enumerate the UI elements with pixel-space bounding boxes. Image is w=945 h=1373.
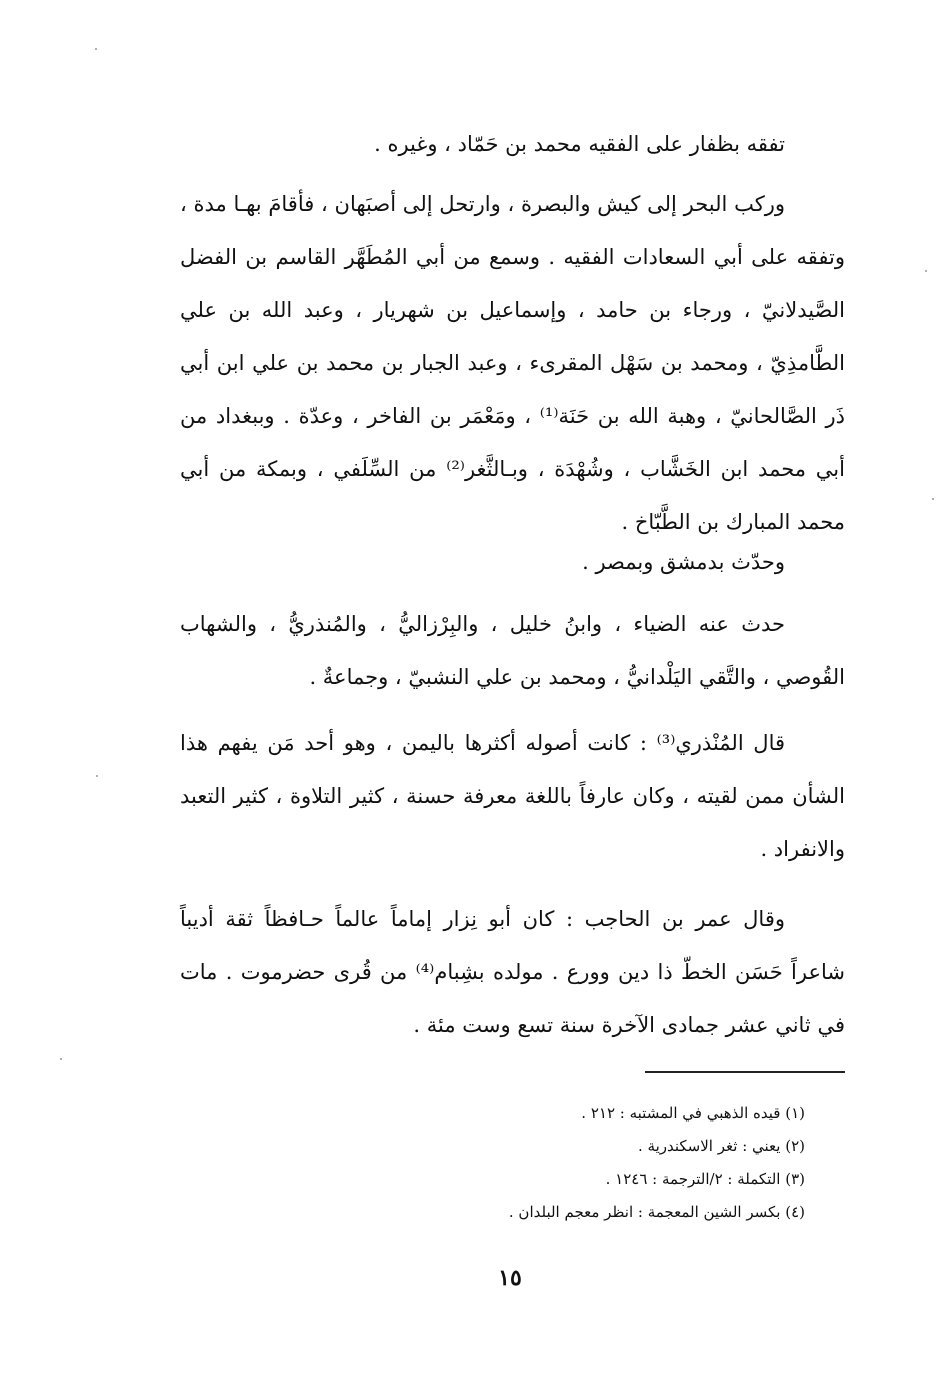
footnote-1: (١) قيده الذهبي في المشتبه : ٢١٢ . — [581, 1104, 805, 1122]
paragraph-4-text: حدث عنه الضياء ، وابنُ خليل ، والبِرْزاليُّ ، والمُنذريُّ ، والشهاب القُوصي ، والتَّقي اليَلْدانيُّ ، ومحمد بن علي النشبيّ ، وجماعةٌ . — [180, 612, 845, 689]
scan-speck — [932, 498, 934, 500]
footnote-3: (٣) التكملة : ٢/الترجمة : ١٢٤٦ . — [605, 1170, 805, 1188]
footnote-2: (٢) يعني : ثغر الاسكندرية . — [638, 1137, 805, 1155]
page-number: ١٥ — [498, 1265, 522, 1291]
scan-speck — [96, 775, 98, 777]
paragraph-2-text: وركب البحر إلى كيش والبصرة ، وارتحل إلى أصبَهان ، فأقامَ بهـا مدة ، وتفقه على أبي السعادات الفقيه . وسمع من أبي المُطَهَّر القاسم بن الفضل الصَّيدلانيّ ، ورجاء بن حامد ، وإسماعيل بن شهريار ، وعبد الله بن علي الطَّامذِيّ ، ومحمد بن سَهْل المقرىء ، وعبد الجبار بن محمد بن علي ابن أبي ذَر الصَّالحانيّ ، وهبة الله بن حَنَة⁽¹⁾ ، ومَعْمَر بن الفاخر ، وعدّة . وببغداد من أبي محمد ابن الخَشَّاب ، وشُهْدَة ، وبـالثَّغر⁽²⁾ من السِّلَفي ، وبمكة من أبي محمد المبارك بن الطَّبّاخ . — [180, 192, 845, 534]
paragraph-3-text: وحدّث بدمشق وبمصر . — [582, 550, 785, 574]
paragraph-1-text: تفقه بظفار على الفقيه محمد بن حَمّاد ، وغيره . — [374, 132, 785, 156]
paragraph-4 — [180, 598, 845, 704]
paragraph-6-text: وقال عمر بن الحاجب : كان أبو نِزار إماماً عالماً حـافظاً ثقة أديباً شاعراً حَسَن الخطّ ذا دين وورع . مولده بشِبام⁽⁴⁾ من قُرى حضرموت . مات في ثاني عشر جمادى الآخرة سنة تسع وست مئة . — [180, 907, 846, 1037]
paragraph-6 — [180, 893, 845, 1052]
paragraph-2 — [180, 178, 845, 549]
footnotes — [300, 1097, 805, 1229]
scan-speck — [95, 48, 97, 50]
footnote-separator — [645, 1071, 845, 1073]
paragraph-3 — [180, 536, 845, 589]
footnote-4: (٤) بكسر الشين المعجمة : انظر معجم البلدان . — [508, 1203, 805, 1221]
paragraph-5 — [180, 717, 845, 876]
paragraph-1 — [180, 118, 845, 171]
scan-speck — [60, 1058, 62, 1060]
scan-speck — [925, 270, 927, 272]
paragraph-5-text: قال المُنْذري⁽³⁾ : كانت أصوله أكثرها باليمن ، وهو أحد مَن يفهم هذا الشأن ممن لقيته ، وكان عارفاً باللغة معرفة حسنة ، كثير التلاوة ، كثير التعبد والانفراد . — [180, 731, 845, 861]
